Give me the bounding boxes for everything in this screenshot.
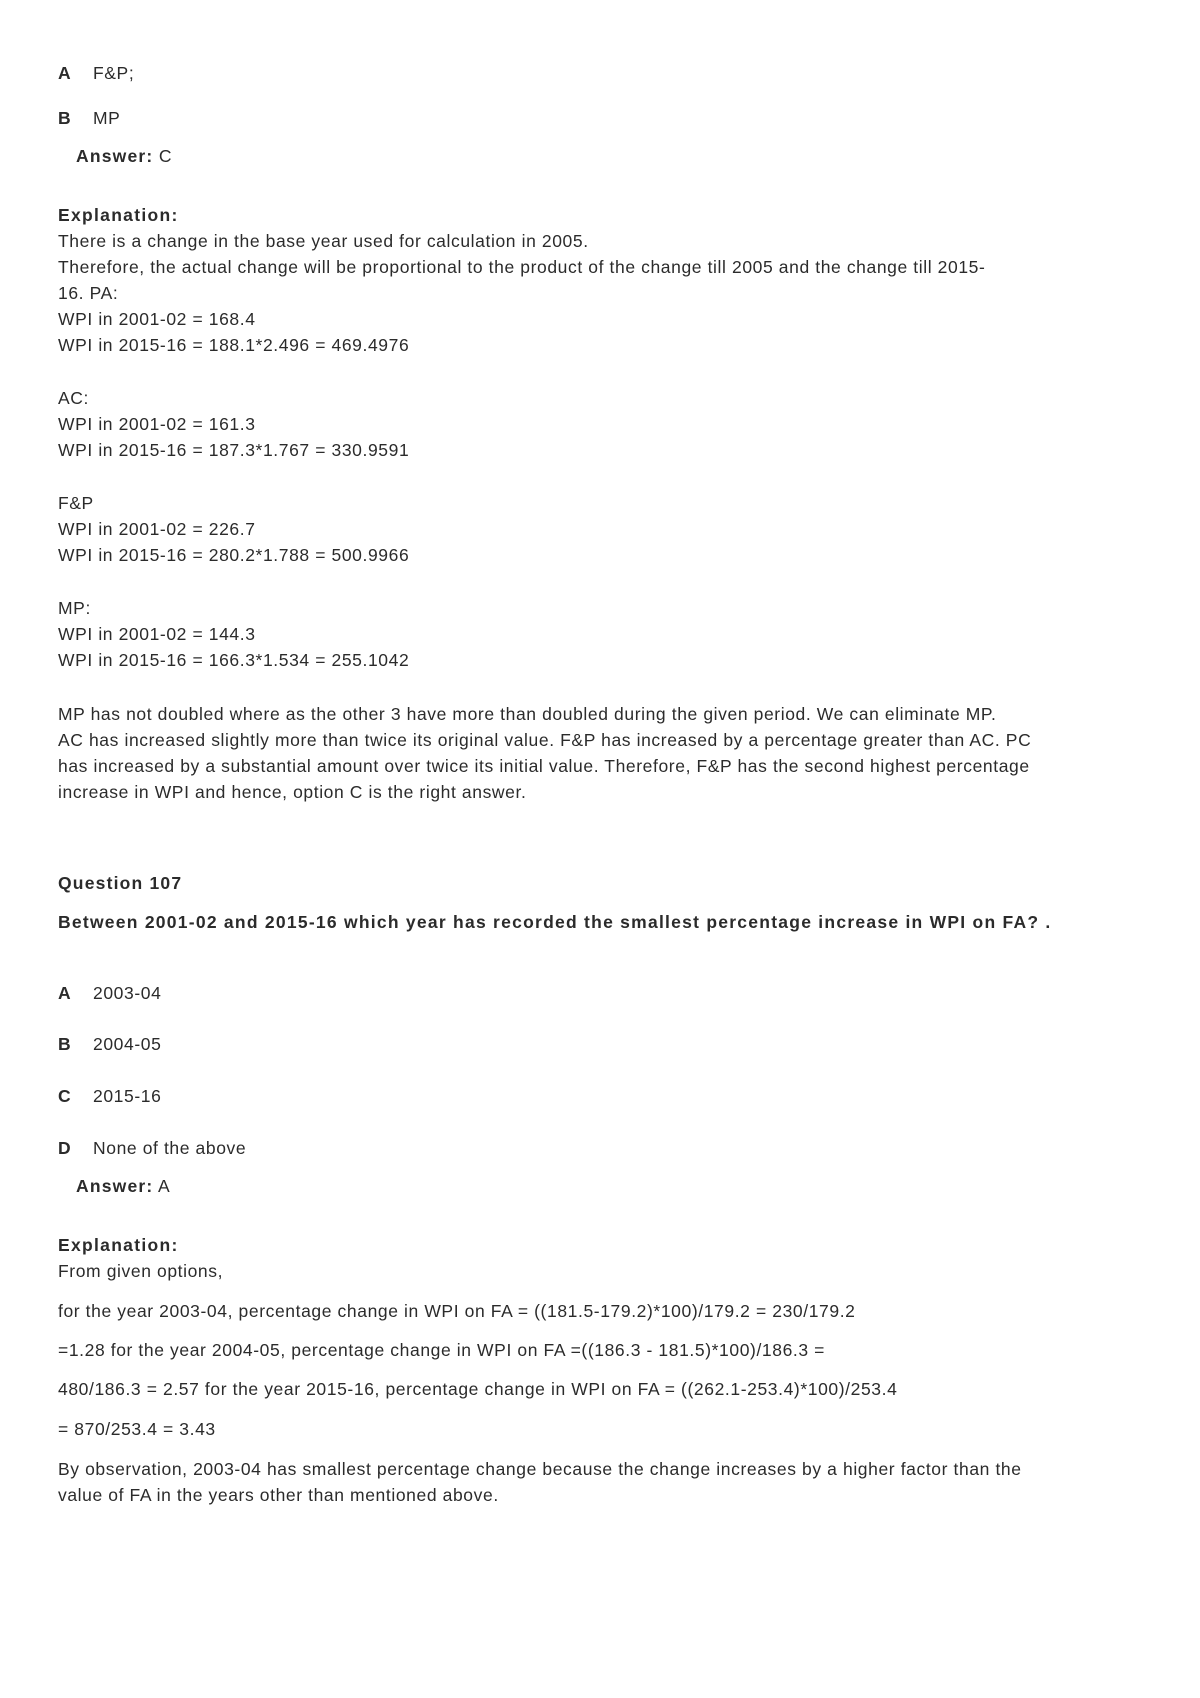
explanation-line: for the year 2003-04, percentage change in WPI on FA = ((181.5-179.2)*100)/179.2 = 230/179.2 [58, 1301, 856, 1321]
explanation-line: By observation, 2003-04 has smallest percentage change because the change increases by a higher factor than the [58, 1459, 1022, 1479]
option-letter: B [58, 1034, 72, 1054]
question-title: Question 107 [58, 873, 183, 893]
explanation-line: From given options, [58, 1261, 224, 1281]
explanation-line: F&P [58, 493, 94, 513]
explanation-line: =1.28 for the year 2004-05, percentage change in WPI on FA =((186.3 - 181.5)*100)/186.3 = [58, 1340, 826, 1360]
explanation-line: WPI in 2001-02 = 168.4 [58, 309, 256, 329]
explanation-line: AC: [58, 388, 89, 408]
explanation-line: = 870/253.4 = 3.43 [58, 1419, 216, 1439]
option-text: 2004-05 [93, 1034, 162, 1054]
explanation-line: has increased by a substantial amount over twice its initial value. Therefore, F&P has the second highest percentage [58, 756, 1030, 776]
explanation-heading: Explanation: [58, 205, 179, 225]
explanation-line: value of FA in the years other than mentioned above. [58, 1485, 499, 1505]
explanation-line: WPI in 2015-16 = 187.3*1.767 = 330.9591 [58, 440, 410, 460]
option-c [58, 1085, 161, 1107]
option-text: F&P; [93, 63, 135, 83]
explanation-line: 480/186.3 = 2.57 for the year 2015-16, percentage change in WPI on FA = ((262.1-253.4)*100)/253.4 [58, 1379, 898, 1399]
option-letter: A [58, 983, 72, 1003]
option-letter: C [58, 1086, 72, 1106]
answer-line [76, 145, 172, 167]
explanation-line: There is a change in the base year used for calculation in 2005. [58, 231, 589, 251]
explanation-line: WPI in 2001-02 = 144.3 [58, 624, 256, 644]
option-letter: A [58, 63, 72, 83]
explanation-line: WPI in 2015-16 = 280.2*1.788 = 500.9966 [58, 545, 410, 565]
option-d [58, 1137, 246, 1159]
option-text: 2003-04 [93, 983, 162, 1003]
answer-label: Answer: [76, 1176, 154, 1196]
option-a [58, 62, 134, 84]
answer-value: C [158, 146, 173, 166]
option-text: MP [93, 108, 121, 128]
option-letter: B [58, 108, 72, 128]
explanation-line: WPI in 2015-16 = 166.3*1.534 = 255.1042 [58, 650, 410, 670]
explanation-line: MP: [58, 598, 91, 618]
option-text: 2015-16 [93, 1086, 162, 1106]
option-b [58, 107, 120, 129]
explanation-line: increase in WPI and hence, option C is the right answer. [58, 782, 527, 802]
question-text: Between 2001-02 and 2015-16 which year has recorded the smallest percentage increase in WPI on FA? . [58, 912, 1052, 932]
option-letter: D [58, 1138, 72, 1158]
explanation-heading: Explanation: [58, 1235, 179, 1255]
option-b [58, 1033, 161, 1055]
answer-label: Answer: [76, 146, 154, 166]
explanation-line: AC has increased slightly more than twice its original value. F&P has increased by a percentage greater than AC. PC [58, 730, 1032, 750]
explanation-line: WPI in 2001-02 = 226.7 [58, 519, 256, 539]
explanation-line: MP has not doubled where as the other 3 have more than doubled during the given period. We can eliminate MP. [58, 704, 997, 724]
answer-value: A [157, 1176, 171, 1196]
option-text: None of the above [93, 1138, 247, 1158]
answer-line [76, 1175, 170, 1197]
explanation-line: WPI in 2001-02 = 161.3 [58, 414, 256, 434]
explanation-line: 16. PA: [58, 283, 119, 303]
explanation-line: WPI in 2015-16 = 188.1*2.496 = 469.4976 [58, 335, 410, 355]
option-a [58, 982, 161, 1004]
explanation-line: Therefore, the actual change will be proportional to the product of the change till 2005 and the change till 2015- [58, 257, 986, 277]
